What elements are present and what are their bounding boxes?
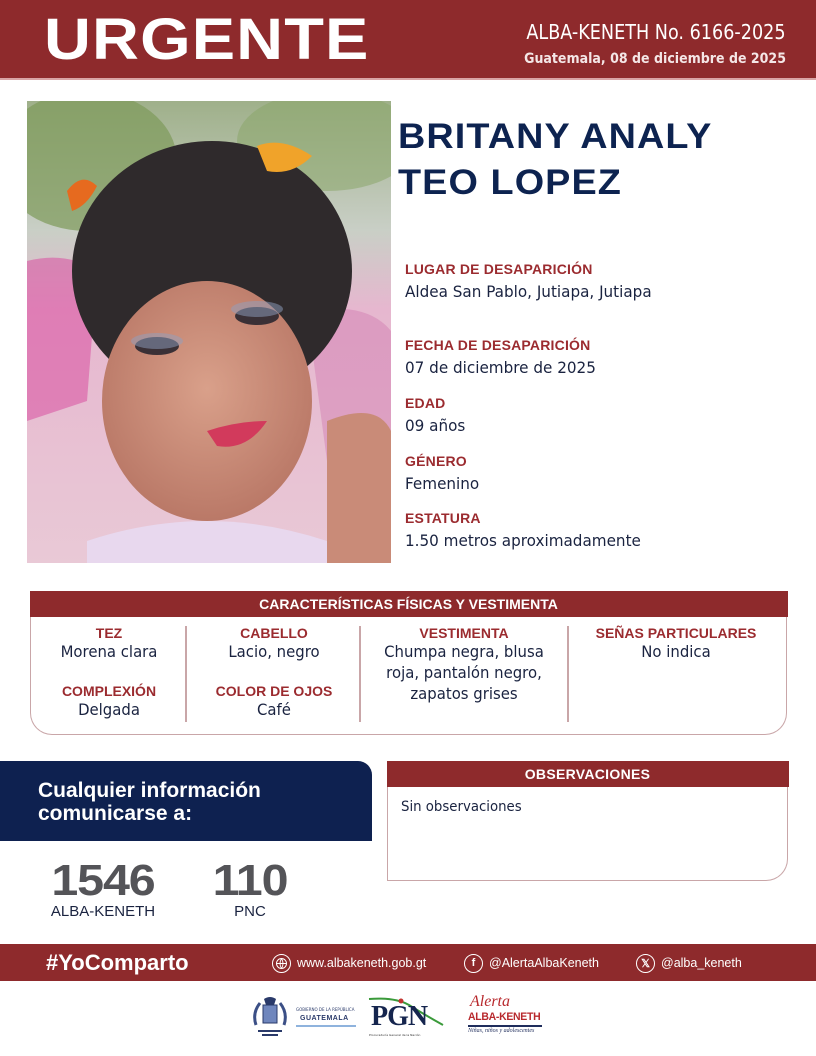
name-line-1: BRITANY ANALY [398, 117, 713, 156]
detail-edad [405, 395, 469, 435]
facebook-link[interactable] [464, 952, 599, 974]
detail-genero [405, 453, 483, 493]
place-date: Guatemala, 08 de diciembre de 2025 [524, 51, 786, 67]
vestimenta-label: VESTIMENTA [419, 625, 509, 641]
header-banner [0, 0, 816, 80]
phone-pnc[interactable] [205, 858, 295, 920]
phone-number: 110 [212, 856, 288, 905]
x-link[interactable] [636, 952, 742, 974]
detail-label: ESTATURA [405, 510, 481, 526]
x-icon: 𝕏 [636, 954, 655, 973]
hashtag: #YoComparto [46, 950, 189, 975]
vestimenta-value: Chumpa negra, blusa roja, pantalón negro, zapatos grises [384, 642, 544, 703]
contact-banner [0, 761, 372, 841]
x-text: @alba_keneth [661, 956, 742, 970]
color-ojos-label: COLOR DE OJOS [215, 683, 333, 699]
alert-number: ALBA-KENETH No. 6166-2025 [526, 20, 786, 44]
detail-label: EDAD [405, 395, 446, 411]
missing-person-photo [27, 101, 391, 563]
phone-label: PNC [234, 903, 266, 920]
gobierno-underline [296, 1025, 356, 1027]
characteristics-panel [30, 591, 787, 735]
gobierno-main: GUATEMALA [300, 1015, 349, 1022]
contact-text [38, 779, 261, 825]
tez-label: TEZ [95, 625, 123, 641]
footer-bar [0, 944, 816, 981]
detail-value: Femenino [405, 474, 480, 493]
alerta-subtitle: Niñas, niños y adolescentes [468, 1028, 535, 1034]
cabello-value: Lacio, negro [228, 642, 320, 661]
contact-line-2: comunicarse a: [38, 802, 193, 825]
phone-label: ALBA-KENETH [50, 903, 156, 920]
phone-number: 1546 [51, 856, 155, 905]
col-tez-complexion [35, 625, 183, 720]
cabello-label: CABELLO [240, 625, 308, 641]
logo-pgn [365, 995, 445, 1039]
pgn-text: PGN [371, 1001, 428, 1032]
col-senas [571, 625, 781, 662]
detail-value: 1.50 metros aproximadamente [405, 531, 641, 550]
missing-person-name [398, 114, 798, 206]
senas-value: No indica [641, 642, 711, 661]
column-divider [567, 626, 569, 722]
globe-icon [272, 954, 291, 973]
name-line-2: TEO LOPEZ [398, 163, 622, 202]
contact-line-1: Cualquier información [38, 779, 261, 802]
facebook-text: @AlertaAlbaKeneth [489, 956, 599, 970]
logo-gobierno-guatemala [250, 995, 360, 1039]
portrait-illustration [27, 101, 391, 563]
observations-value: Sin observaciones [401, 799, 522, 815]
detail-fecha [405, 337, 606, 377]
alerta-main: ALBA-KENETH [468, 1011, 541, 1023]
urgent-title: URGENTE [44, 7, 370, 72]
complexion-label: COMPLEXIÓN [61, 683, 157, 699]
tez-value: Morena clara [60, 642, 158, 661]
complexion-value: Delgada [78, 700, 140, 719]
alerta-underline [468, 1025, 542, 1027]
color-ojos-value: Café [257, 700, 291, 719]
facebook-icon: f [464, 954, 483, 973]
observations-panel [387, 761, 788, 881]
logo-alerta-alba-keneth [464, 995, 550, 1039]
observations-title: OBSERVACIONES [387, 761, 789, 787]
gobierno-small: GOBIERNO DE LA REPÚBLICA [296, 1007, 355, 1012]
alerta-top: Alerta [470, 993, 510, 1010]
column-divider [359, 626, 361, 722]
detail-label: GÉNERO [405, 453, 467, 469]
characteristics-title: CARACTERÍSTICAS FÍSICAS Y VESTIMENTA [30, 591, 788, 617]
detail-value: 07 de diciembre de 2025 [405, 358, 596, 377]
coat-of-arms-icon [250, 995, 290, 1039]
column-divider [185, 626, 187, 722]
website-text: www.albakeneth.gob.gt [297, 956, 427, 970]
detail-label: FECHA DE DESAPARICIÓN [405, 337, 591, 353]
pgn-subtitle: Procuraduría General de la Nación [369, 1033, 421, 1037]
senas-label: SEÑAS PARTICULARES [595, 625, 757, 641]
detail-value: Aldea San Pablo, Jutiapa, Jutiapa [405, 282, 652, 301]
detail-lugar [405, 261, 665, 301]
phone-alba-keneth[interactable] [38, 858, 168, 920]
detail-label: LUGAR DE DESAPARICIÓN [405, 261, 593, 277]
col-vestimenta [369, 625, 559, 704]
website-link[interactable] [272, 952, 426, 974]
logos-row [250, 995, 550, 1039]
detail-value: 09 años [405, 416, 466, 435]
detail-estatura [405, 510, 653, 550]
col-cabello-ojos [191, 625, 357, 720]
